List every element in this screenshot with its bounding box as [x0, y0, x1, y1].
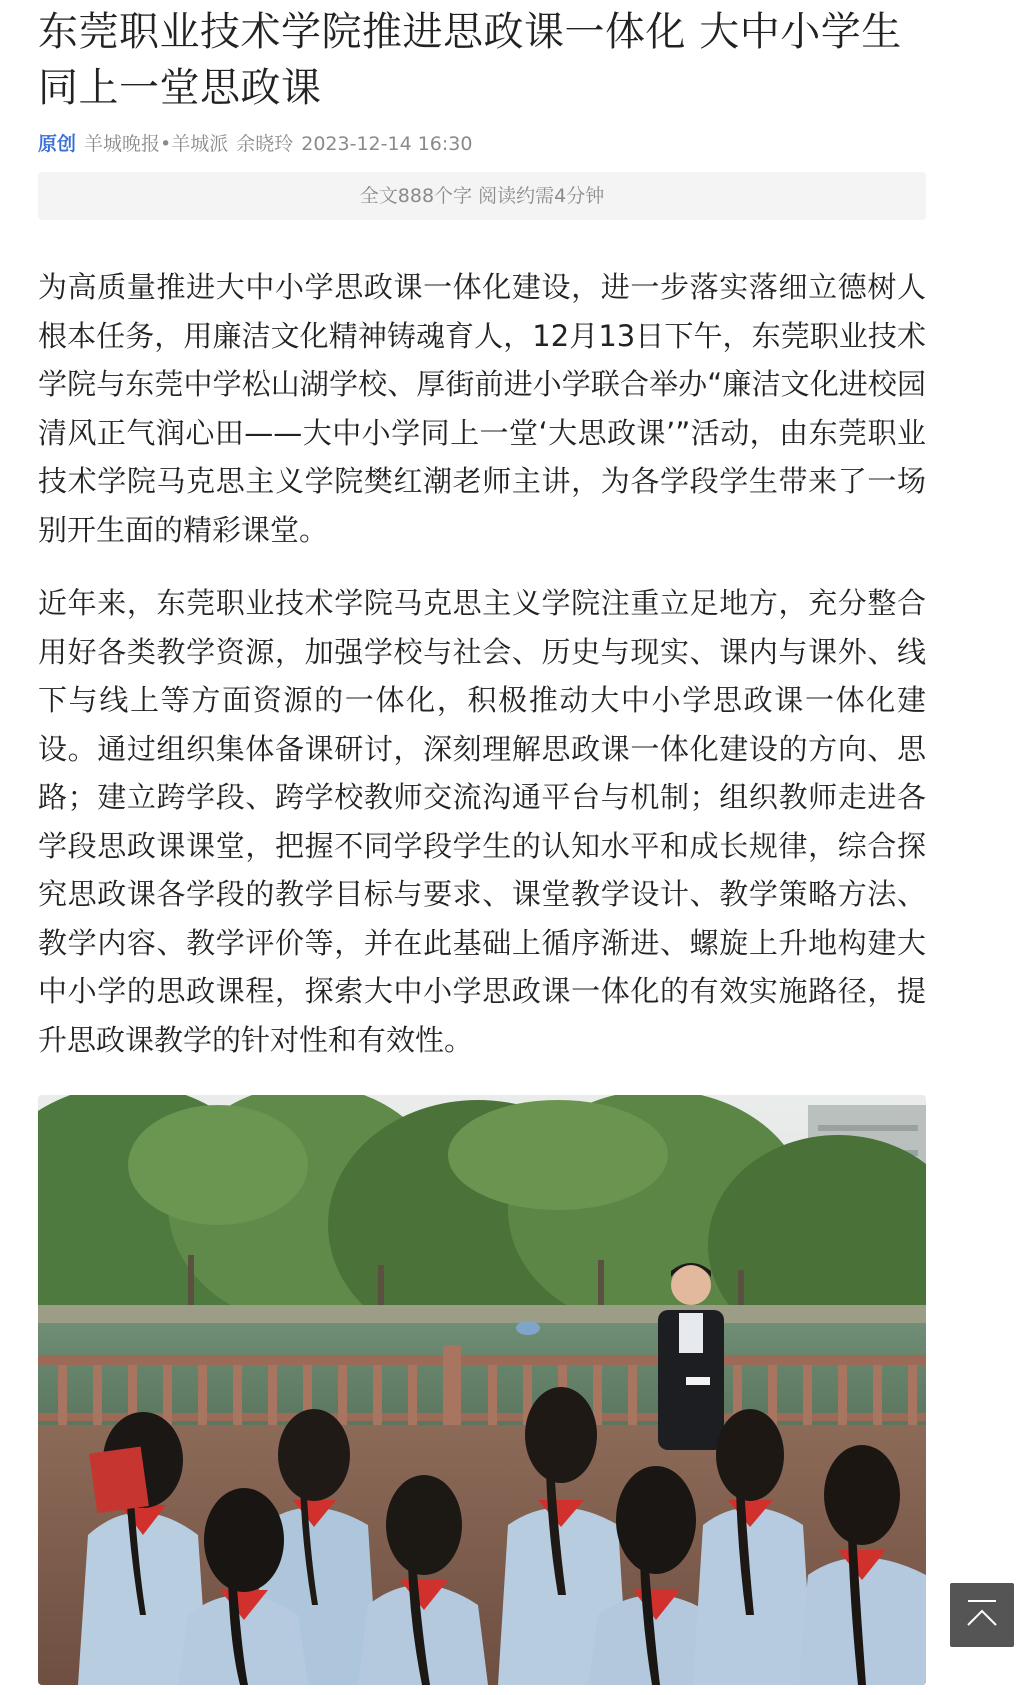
original-badge: 原创: [38, 133, 77, 155]
back-to-top-button[interactable]: [950, 1583, 1014, 1647]
article-meta: [38, 130, 926, 158]
reading-summary-bar: 全文888个字 阅读约需4分钟: [38, 172, 926, 220]
author-name: 余晓玲: [236, 133, 294, 155]
arrow-up-to-top-icon: [950, 1583, 1014, 1647]
article-photo: [38, 1095, 926, 1685]
article-paragraph: 为高质量推进大中小学思政课一体化建设，进一步落实落细立德树人根本任务，用廉洁文化精神铸魂育人，12月13日下午，东莞职业技术学院与东莞中学松山湖学校、厚街前进小学联合举办“廉洁文化进校园 清风正气润心田——大中小学同上一堂‘大思政课’”活动，由东莞职业技术学院马克思主义学院樊红潮老师主讲，为各学段学生带来了一场别开生面的精彩课堂。: [38, 270, 926, 547]
article-paragraph: 近年来，东莞职业技术学院马克思主义学院注重立足地方，充分整合用好各类教学资源，加强学校与社会、历史与现实、课内与课外、线下与线上等方面资源的一体化，积极推动大中小学思政课一体化建设。通过组织集体备课研讨，深刻理解思政课一体化建设的方向、思路；建立跨学段、跨学校教师交流沟通平台与机制；组织教师走进各学段思政课课堂，把握不同学段学生的认知水平和成长规律，综合探究思政课各学段的教学目标与要求、课堂教学设计、教学策略方法、教学内容、教学评价等，并在此基础上循序渐进、螺旋上升地构建大中小学的思政课程，探索大中小学思政课一体化的有效实施路径，提升思政课教学的针对性和有效性。: [38, 586, 926, 1057]
article: [38, 0, 926, 1685]
photo-illustration: [38, 1095, 926, 1685]
publish-datetime: 2023-12-14 16:30: [301, 133, 473, 155]
article-title: 东莞职业技术学院推进思政课一体化 大中小学生同上一堂思政课: [38, 9, 902, 111]
source-link[interactable]: 羊城晚报•羊城派: [84, 133, 229, 155]
